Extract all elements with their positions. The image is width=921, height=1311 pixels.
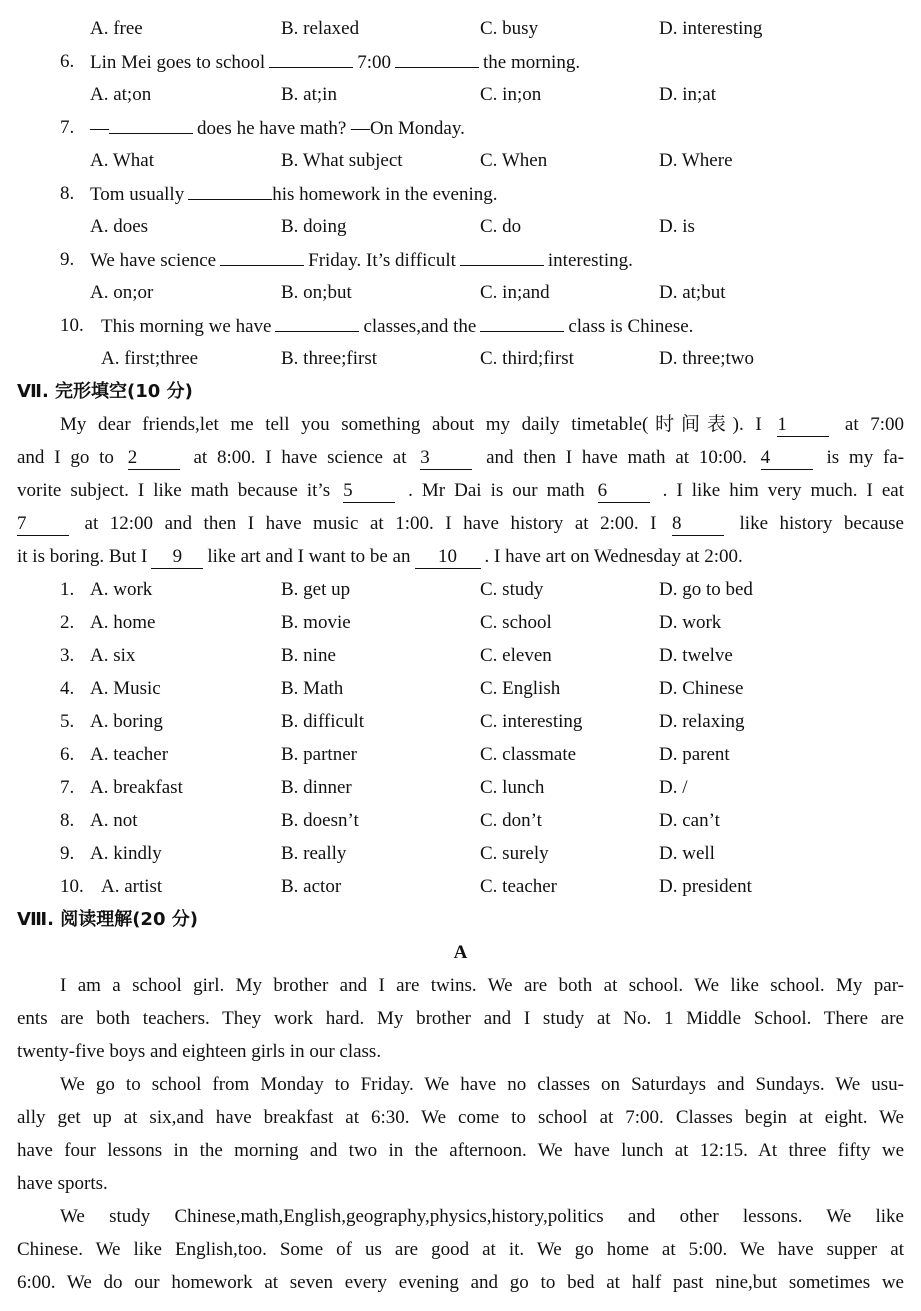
option-number: 6. <box>60 744 75 765</box>
option-a: A. not <box>90 810 138 831</box>
question-text: 7:00 <box>357 52 391 73</box>
paragraph-text: I am a school girl. My brother and I are twins. We are both at school. We like school. My par- <box>60 975 904 996</box>
option-c: C. don’t <box>480 810 542 831</box>
option-number: 9. <box>60 843 75 864</box>
option-a: A. breakfast <box>90 777 183 798</box>
cloze-blank[interactable]: 1 <box>777 414 829 437</box>
option-b: B. Math <box>281 678 344 699</box>
option-d: D. relaxing <box>659 711 745 732</box>
option-a: A. work <box>90 579 153 600</box>
option-c: C. interesting <box>480 711 583 732</box>
question-text: does he have math? —On Monday. <box>197 118 465 139</box>
option-b: B. at;in <box>281 84 337 105</box>
option-d: D. can’t <box>659 810 720 831</box>
cloze-blank[interactable]: 8 <box>672 513 724 536</box>
cloze-option-row <box>0 573 921 606</box>
option-a: A. at;on <box>90 84 152 105</box>
question-text: his homework in the evening. <box>272 184 498 205</box>
reading-line <box>0 1035 921 1068</box>
prev-options-row <box>0 12 921 45</box>
reading-line <box>0 969 921 1002</box>
passage-text: and I go to <box>17 447 114 468</box>
question-9 <box>0 243 921 276</box>
cloze-option-row <box>0 837 921 870</box>
cloze-option-row <box>0 738 921 771</box>
option-a: A. home <box>90 612 156 633</box>
option-d: D. go to bed <box>659 579 753 600</box>
option-b: B. partner <box>281 744 357 765</box>
option-d: D. / <box>659 777 688 798</box>
option-number: 1. <box>60 579 75 600</box>
option-b: B. difficult <box>281 711 365 732</box>
section-heading: Ⅶ. 完形填空(10 分) <box>17 381 193 402</box>
question-text: interesting. <box>547 250 633 271</box>
option-c: C. study <box>480 579 544 600</box>
question-text: — <box>90 118 109 139</box>
question-number: 10. <box>60 315 84 336</box>
cloze-line-5 <box>0 540 921 573</box>
passage-text: like art and I want to be an <box>207 546 411 567</box>
option-c: C. school <box>480 612 552 633</box>
question-9-options <box>0 276 921 309</box>
option-b: B. really <box>281 843 347 864</box>
section-heading: Ⅷ. 阅读理解(20 分) <box>17 909 198 930</box>
answer-blank[interactable] <box>269 45 353 68</box>
reading-line <box>0 1101 921 1134</box>
option-d: D. interesting <box>659 18 763 39</box>
question-8-options <box>0 210 921 243</box>
option-b: B. actor <box>281 876 342 897</box>
cloze-blank[interactable]: 4 <box>761 447 813 470</box>
option-b: B. nine <box>281 645 336 666</box>
passage-text: . I have art on Wednesday at 2:00. <box>484 546 743 567</box>
passage-text: at 7:00 <box>844 414 905 435</box>
cloze-option-row <box>0 672 921 705</box>
option-a: A. What <box>90 150 155 171</box>
reading-line <box>0 1002 921 1035</box>
cloze-option-row <box>0 870 921 903</box>
question-number: 7. <box>60 117 75 138</box>
option-number: 4. <box>60 678 75 699</box>
answer-blank[interactable] <box>109 111 193 134</box>
question-text: the morning. <box>482 52 581 73</box>
passage-text: and then I have math at 10:00. <box>486 447 747 468</box>
option-c: C. classmate <box>480 744 577 765</box>
question-text: This morning we have <box>101 316 272 337</box>
cloze-line-3 <box>0 474 921 507</box>
reading-line <box>0 1068 921 1101</box>
option-a: A. teacher <box>90 744 169 765</box>
option-b: B. doing <box>281 216 347 237</box>
option-d: D. in;at <box>659 84 716 105</box>
question-number: 6. <box>60 51 75 72</box>
question-8 <box>0 177 921 210</box>
question-text: classes,and the <box>363 316 477 337</box>
passage-text: is my fa- <box>826 447 905 468</box>
option-a: A. on;or <box>90 282 154 303</box>
paragraph-text: ents are both teachers. They work hard. My brother and I study at No. 1 Middle School. There are <box>17 1008 904 1029</box>
option-c: C. teacher <box>480 876 558 897</box>
option-c: C. third;first <box>480 348 574 369</box>
cloze-blank[interactable]: 2 <box>128 447 180 470</box>
option-a: A. does <box>90 216 149 237</box>
option-number: 7. <box>60 777 75 798</box>
cloze-option-row <box>0 771 921 804</box>
option-b: B. three;first <box>281 348 378 369</box>
cloze-blank[interactable]: 10 <box>415 546 481 569</box>
question-text: We have science <box>90 250 217 271</box>
option-d: D. Chinese <box>659 678 744 699</box>
option-a: A. first;three <box>101 348 199 369</box>
answer-blank[interactable] <box>480 309 564 332</box>
paragraph-text: twenty-five boys and eighteen girls in our class. <box>17 1041 382 1062</box>
option-a: A. Music <box>90 678 161 699</box>
option-number: 2. <box>60 612 75 633</box>
cloze-line-1 <box>0 408 921 441</box>
option-b: B. dinner <box>281 777 352 798</box>
passage-text: My dear friends,let me tell you something about my daily timetable(时间表). I <box>60 414 762 435</box>
cloze-option-row <box>0 804 921 837</box>
cloze-option-row <box>0 639 921 672</box>
passage-text: like history because <box>739 513 904 534</box>
option-c: C. do <box>480 216 522 237</box>
option-b: B. get up <box>281 579 351 600</box>
option-d: D. president <box>659 876 752 897</box>
section-7-heading-row <box>0 375 921 408</box>
answer-blank[interactable] <box>395 45 479 68</box>
reading-line <box>0 1200 921 1233</box>
reading-line <box>0 1134 921 1167</box>
option-a: A. free <box>90 18 143 39</box>
reading-part-label: A <box>453 942 468 963</box>
reading-line <box>0 1266 921 1299</box>
paragraph-text: We study Chinese,math,English,geography,physics,history,politics and other lessons. We like <box>60 1206 904 1227</box>
option-a: A. artist <box>101 876 163 897</box>
option-number: 10. <box>60 876 84 897</box>
option-c: C. in;on <box>480 84 542 105</box>
passage-text: it is boring. But I <box>17 546 148 567</box>
question-10-options <box>0 342 921 375</box>
paragraph-text: ally get up at six,and have breakfast at 6:30. We come to school at 7:00. Classes begin at eight. We <box>17 1107 904 1128</box>
question-7-options <box>0 144 921 177</box>
question-text: Friday. It’s difficult <box>308 250 456 271</box>
option-c: C. When <box>480 150 548 171</box>
passage-text: . Mr Dai is our math <box>408 480 585 501</box>
paragraph-text: have four lessons in the morning and two in the afternoon. We have lunch at 12:15. At three fifty we <box>17 1140 904 1161</box>
question-text: Lin Mei goes to school <box>90 52 266 73</box>
cloze-blank[interactable]: 3 <box>420 447 472 470</box>
reading-part-row <box>0 936 921 969</box>
option-b: B. relaxed <box>281 18 360 39</box>
reading-line <box>0 1167 921 1200</box>
question-text: class is Chinese. <box>568 316 694 337</box>
answer-blank[interactable] <box>220 243 304 266</box>
option-number: 8. <box>60 810 75 831</box>
cloze-blank[interactable]: 5 <box>343 480 395 503</box>
paragraph-text: have sports. <box>17 1173 108 1194</box>
answer-blank[interactable] <box>275 309 359 332</box>
option-d: D. three;two <box>659 348 754 369</box>
option-d: D. parent <box>659 744 730 765</box>
option-b: B. movie <box>281 612 351 633</box>
cloze-option-row <box>0 606 921 639</box>
option-c: C. surely <box>480 843 549 864</box>
cloze-option-row <box>0 705 921 738</box>
option-d: D. work <box>659 612 722 633</box>
option-b: B. on;but <box>281 282 352 303</box>
option-c: C. busy <box>480 18 539 39</box>
option-d: D. twelve <box>659 645 733 666</box>
option-a: A. boring <box>90 711 163 732</box>
question-text: Tom usually <box>90 184 185 205</box>
option-b: B. What subject <box>281 150 403 171</box>
paragraph-text: Chinese. We like English,too. Some of us are good at it. We go home at 5:00. We have supper at <box>17 1239 904 1260</box>
option-a: A. six <box>90 645 136 666</box>
answer-blank[interactable] <box>188 177 272 200</box>
passage-text: vorite subject. I like math because it’s <box>17 480 331 501</box>
passage-text: . I like him very much. I eat <box>662 480 905 501</box>
option-a: A. kindly <box>90 843 162 864</box>
option-c: C. in;and <box>480 282 550 303</box>
question-7 <box>0 111 921 144</box>
question-6-options <box>0 78 921 111</box>
cloze-line-2 <box>0 441 921 474</box>
option-d: D. at;but <box>659 282 726 303</box>
question-6 <box>0 45 921 78</box>
passage-text: at 12:00 and then I have music at 1:00. I have history at 2:00. I <box>84 513 657 534</box>
paragraph-text: We go to school from Monday to Friday. We have no classes on Saturdays and Sundays. We usu- <box>60 1074 904 1095</box>
question-10 <box>0 309 921 342</box>
option-number: 3. <box>60 645 75 666</box>
option-number: 5. <box>60 711 75 732</box>
option-d: D. well <box>659 843 715 864</box>
cloze-blank[interactable]: 6 <box>598 480 650 503</box>
cloze-blank[interactable]: 9 <box>151 546 203 569</box>
passage-text: at 8:00. I have science at <box>193 447 407 468</box>
section-8-heading-row <box>0 903 921 936</box>
cloze-line-4 <box>0 507 921 540</box>
option-d: D. is <box>659 216 695 237</box>
option-b: B. doesn’t <box>281 810 359 831</box>
answer-blank[interactable] <box>460 243 544 266</box>
reading-line <box>0 1233 921 1266</box>
cloze-blank[interactable]: 7 <box>17 513 69 536</box>
option-d: D. Where <box>659 150 733 171</box>
paragraph-text: 6:00. We do our homework at seven every evening and go to bed at half past nine,but sometimes we <box>17 1272 904 1293</box>
question-number: 9. <box>60 249 75 270</box>
question-number: 8. <box>60 183 75 204</box>
option-c: C. lunch <box>480 777 545 798</box>
option-c: C. eleven <box>480 645 552 666</box>
option-c: C. English <box>480 678 561 699</box>
